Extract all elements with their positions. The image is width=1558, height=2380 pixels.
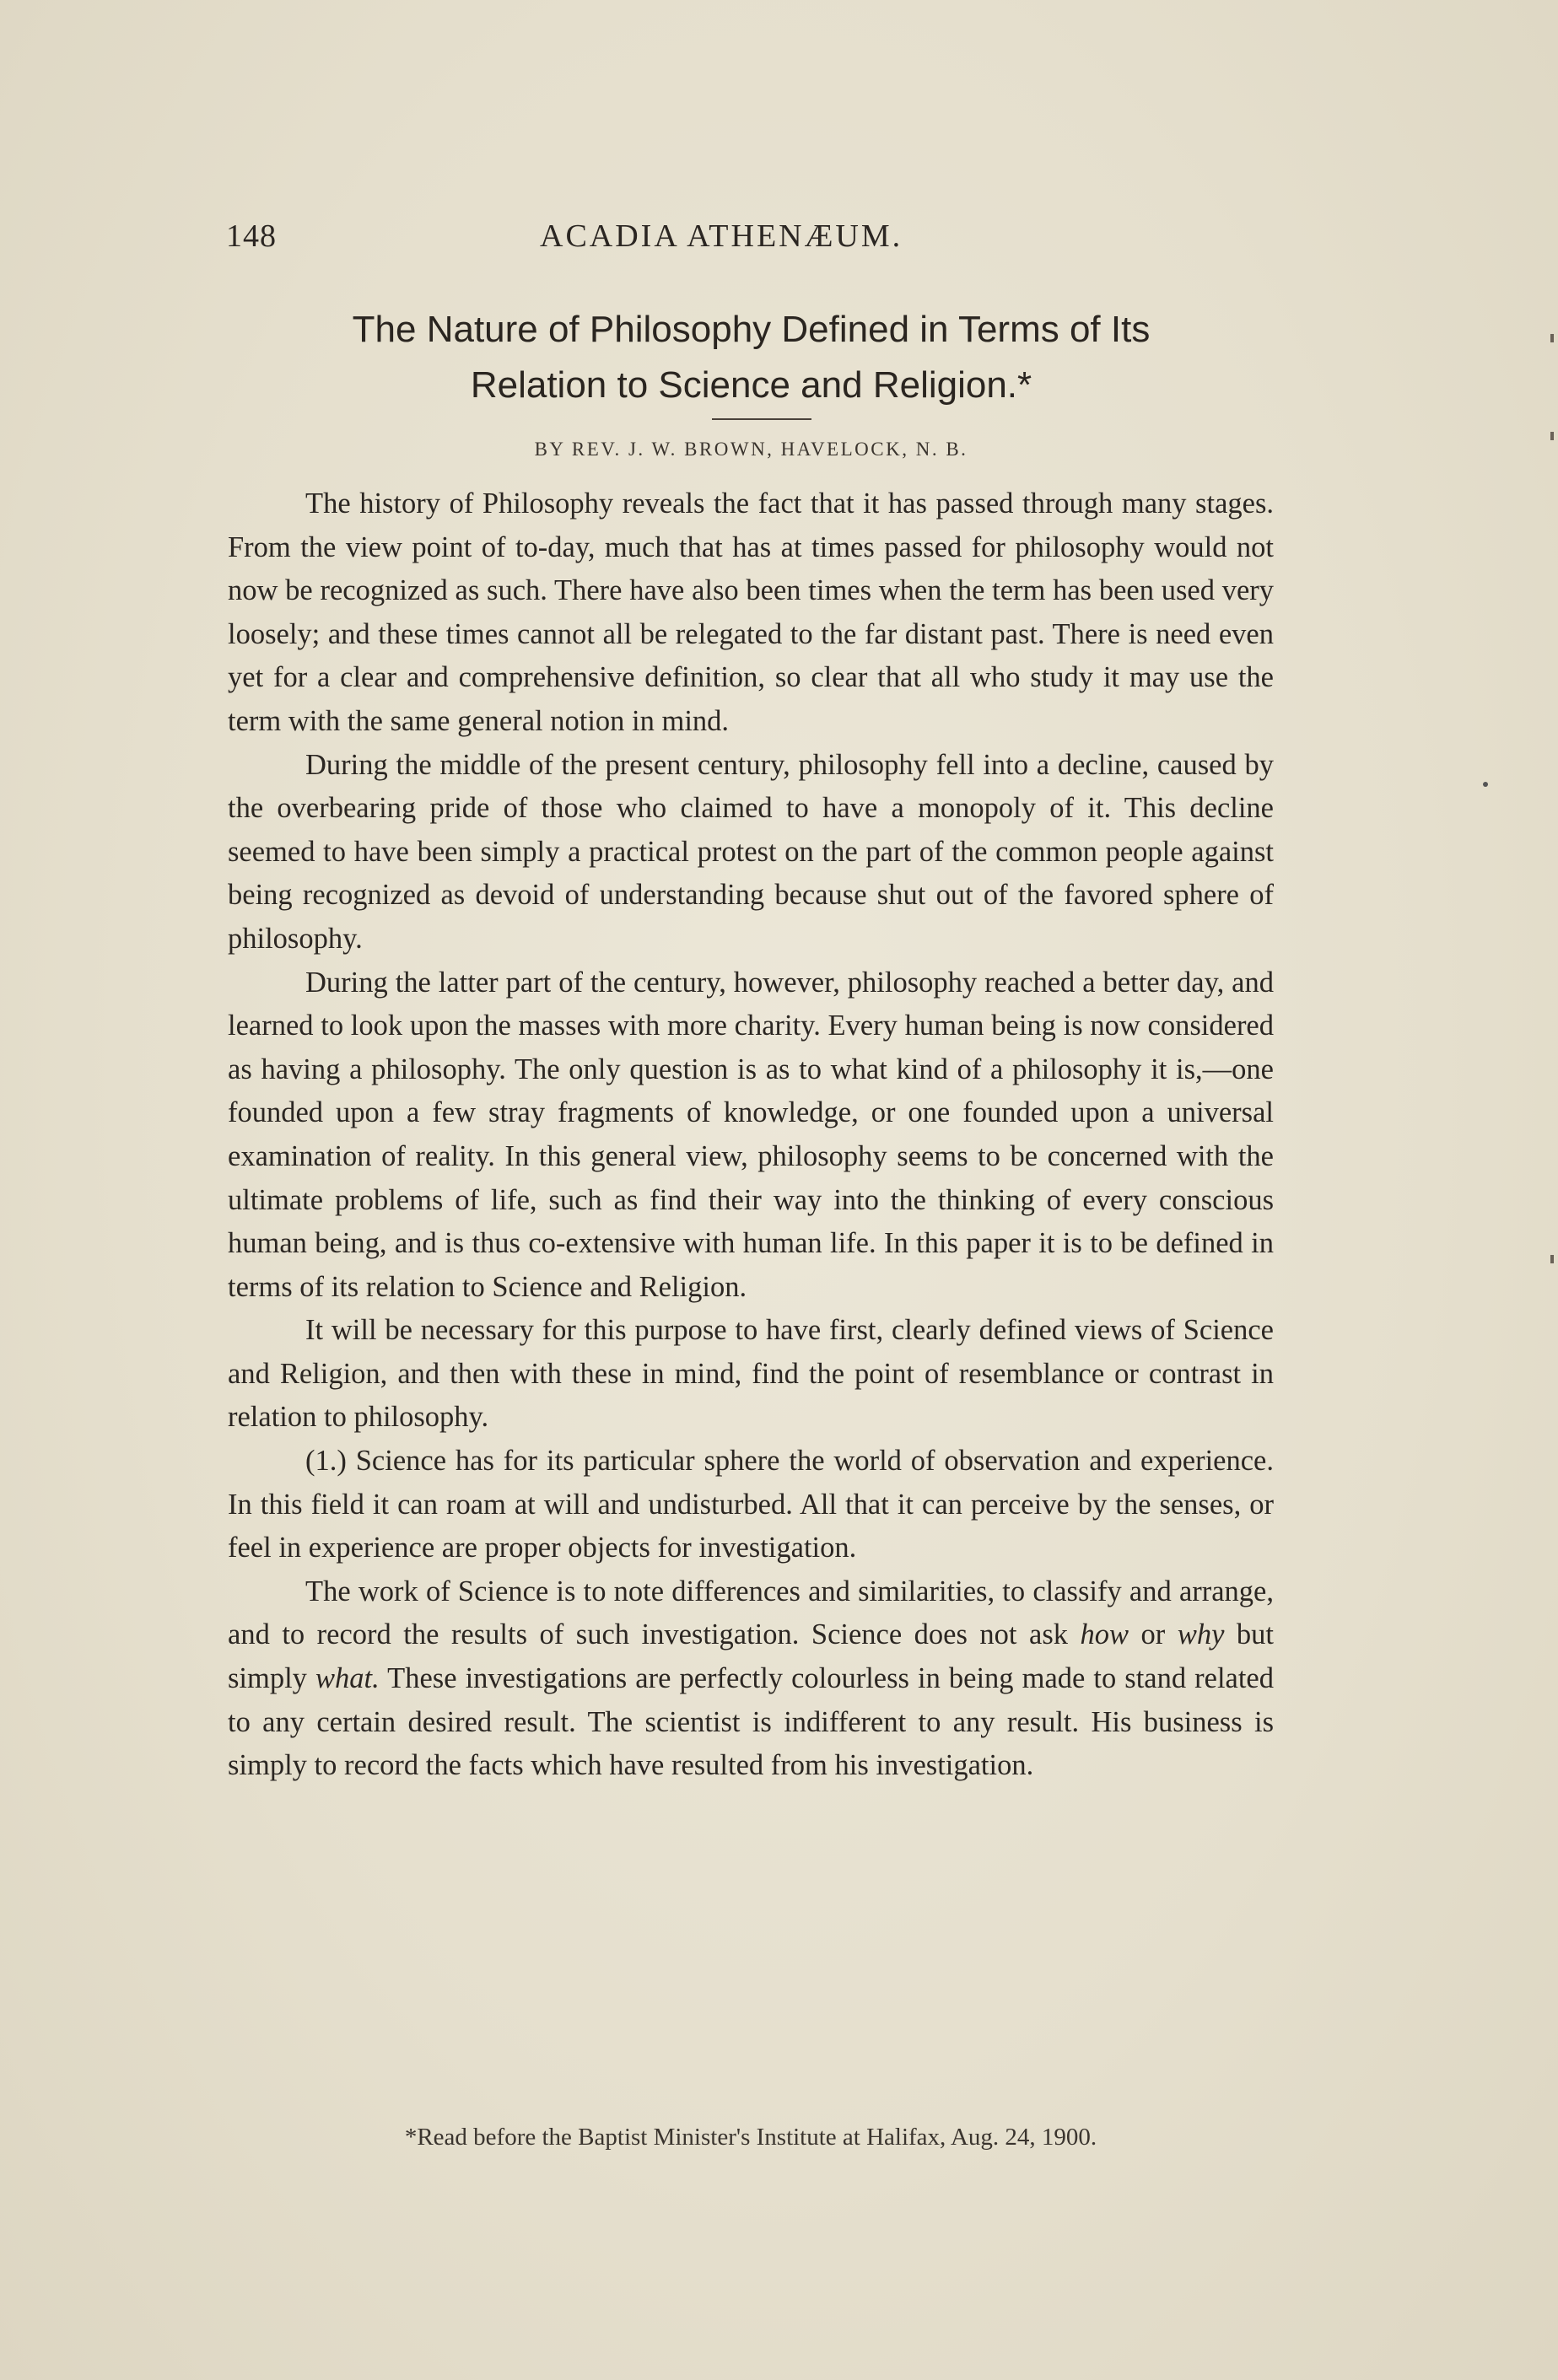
italic-what: what. — [315, 1662, 380, 1695]
paragraph-5: (1.) Science has for its particular sphere the world of observation and experience. In this field it can roam at will and undisturbed. All that it can perceive by the senses, or feel in experience are proper objects for investigation. — [228, 1445, 1274, 1564]
article-title — [226, 302, 1276, 413]
paragraph-6-text-3: but simply — [228, 1618, 1274, 1695]
italic-how: how — [1080, 1618, 1129, 1651]
journal-title: ACADIA ATHENÆUM. — [540, 218, 903, 254]
article-title-line-2: Relation to Science and Religion.* — [470, 364, 1032, 406]
paragraph-1: The history of Philosophy reveals the fact that it has passed through many stages. From the view point of to-day, much that has at times passed for philosophy would not now be recognized as such. There have also been times when the term has been used very loosely; and these times cannot all be relegated to the far distant past. There is need even yet for a clear and comprehensive definition, so clear that all who study it may use the term with the same general notion in mind. — [228, 487, 1274, 737]
italic-why: why — [1177, 1618, 1225, 1651]
paragraph-3: During the latter part of the century, however, philosophy reached a better day, and learned to look upon the masses with more charity. Every human being is now considered as having a philosophy. The only question is as to what kind of a philosophy it is,—one founded upon a few stray fragments of knowledge, or one founded upon a universal examination of reality. In this general view, philosophy seems to be concerned with the ultimate problems of life, such as find their way into the thinking of every conscious human being, and is thus co-extensive with human life. In this paper it is to be defined in terms of its relation to Science and Religion. — [228, 966, 1274, 1303]
title-divider — [712, 418, 811, 420]
page-number: 148 — [226, 218, 277, 254]
article-body — [228, 482, 1274, 1788]
running-head — [226, 218, 1289, 260]
paragraph-6-text-4: These investigations are perfectly colourless in being made to stand related to any certain desired result. The scientist is indifferent to any result. His business is simply to record the facts which have resulted from his investigation. — [228, 1662, 1274, 1782]
author-byline: BY REV. J. W. BROWN, HAVELOCK, N. B. — [534, 439, 968, 460]
page-edge-mark — [1550, 1255, 1554, 1263]
paragraph-6 — [228, 1570, 1274, 1788]
page-edge-mark — [1550, 334, 1554, 342]
paragraph-6-text-2: or — [1129, 1618, 1178, 1651]
page-edge-mark — [1550, 432, 1554, 440]
article-title-line-1: The Nature of Philosophy Defined in Terms of Its — [352, 309, 1151, 350]
paper-speck — [1483, 782, 1488, 787]
paragraph-4: It will be necessary for this purpose to have first, clearly defined views of Science and Religion, and then with these in mind, find the point of resemblance or contrast in relation to philosophy. — [228, 1314, 1274, 1434]
paragraph-2: During the middle of the present century, philosophy fell into a decline, caused by the overbearing pride of those who claimed to have a monopoly of it. This decline seemed to have been simply a practical protest on the part of the common people against being recognized as devoid of understanding because shut out of the favored sphere of philosophy. — [228, 748, 1274, 955]
paragraph-6-text-1: The work of Science is to note differences and similarities, to classify and arrange, and to record the results of such investigation. Science does not ask — [228, 1575, 1274, 1651]
footnote: *Read before the Baptist Minister's Institute at Halifax, Aug. 24, 1900. — [404, 2124, 1097, 2151]
